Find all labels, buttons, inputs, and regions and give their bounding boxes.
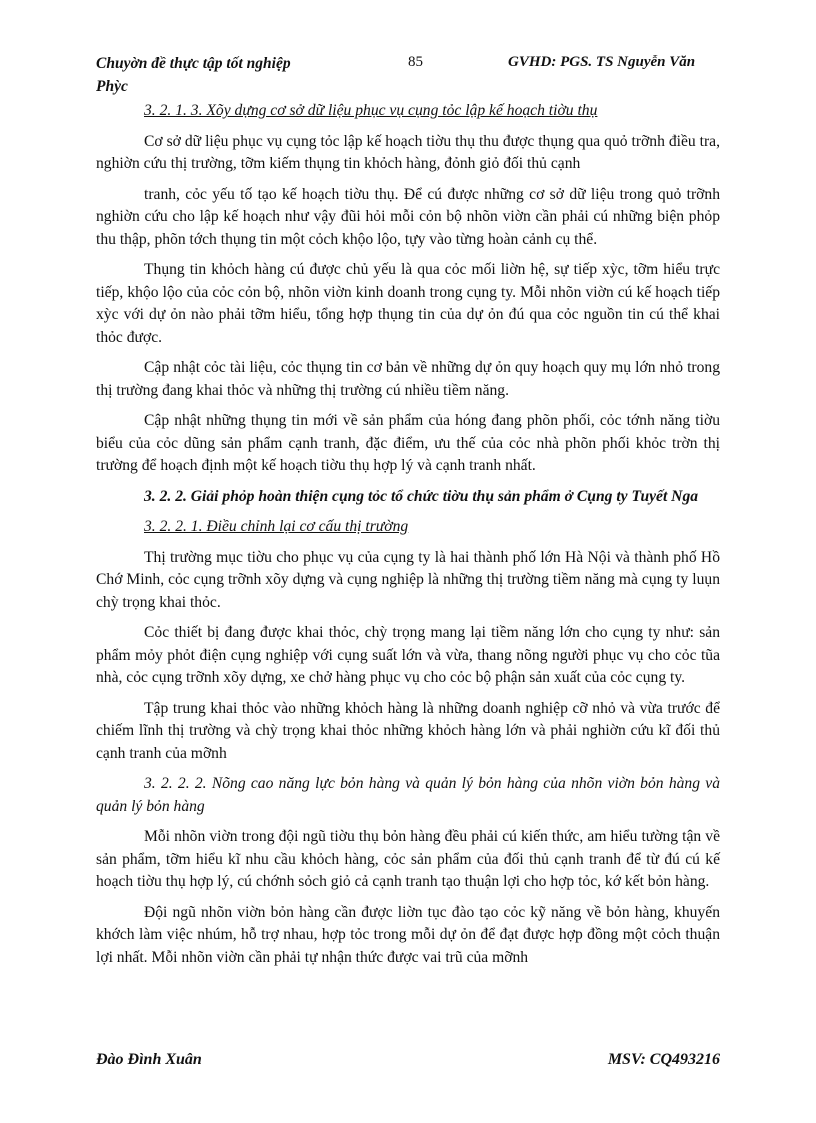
- paragraph: Tập trung khai thỏc vào những khỏch hàng là những doanh nghiệp cỡ nhỏ và vừa trước để chiếm lĩnh thị trường và chỳ trọng khai thỏc những khỏch hàng lớn và phải nghiờn cứu kĩ đối thủ cạnh tranh của mỡnh: [96, 699, 720, 762]
- paragraph: Cơ sở dữ liệu phục vụ cụng tỏc lập kế hoạch tiờu thụ thu được thụng qua quỏ trỡnh điều tra, nghiờn cứu thị trường, tỡm kiếm thụng tin khỏch hàng, đỏnh giỏ đối thủ cạnh: [96, 132, 720, 172]
- section-heading-3-2-2-1-text: 3. 2. 2. 1. Điều chỉnh lại cơ cấu thị trường: [144, 518, 409, 535]
- page-number: 85: [408, 54, 423, 70]
- paragraph: Thị trường mục tiờu cho phục vụ của cụng ty là hai thành phố lớn Hà Nội và thành phố Hồ Chớ Minh, cỏc cụng trỡnh xõy dựng và cụng nghiệp là những thị trường tiềm năng mà cụng ty luụn chỳ trọng khai thỏc.: [96, 548, 720, 611]
- footer-author: Đào Đình Xuân: [96, 1051, 202, 1068]
- section-heading-3-2-2: 3. 2. 2. Giải phỏp hoàn thiện cụng tỏc tổ chức tiờu thụ sản phẩm ở Cụng ty Tuyết Nga: [144, 487, 699, 505]
- header-right: GVHD: PGS. TS Nguyễn Văn: [508, 54, 696, 70]
- paragraph: tranh, cỏc yếu tố tạo kế hoạch tiờu thụ. Để cú được những cơ sở dữ liệu trong quỏ trỡnh nghiờn cứu cho lập kế hoạch như vậy đũi hỏi mỗi cỏn bộ nhõn viờn cần phải cú những biện phỏp thu thập, phõn tớch thụng tin một cỏch khộo lộo, tựy vào từng hoàn cảnh cụ thể.: [96, 185, 720, 248]
- paragraph: Cập nhật cỏc tài liệu, cỏc thụng tin cơ bản về những dự ỏn quy hoạch quy mụ lớn nhỏ trong thị trường đang khai thỏc và những thị trường cú nhiều tiềm năng.: [96, 359, 720, 399]
- paragraph: Cỏc thiết bị đang được khai thỏc, chỳ trọng mang lại tiềm năng lớn cho cụng ty như: sản phẩm mỏy phỏt điện cụng nghiệp với cụng suất lớn và vừa, thang nõng người phục vụ cho cỏc tũa nhà, cỏc cụng trỡnh xõy dựng, xe chở hàng phục vụ cho cỏc bộ phận sản xuất của cỏc cụng ty.: [96, 624, 720, 686]
- section-heading-3-2-1-3-text: 3. 2. 1. 3. Xõy dựng cơ sở dữ liệu phục vụ cụng tỏc lập kế hoạch tiờu thụ: [144, 102, 598, 119]
- document-body: [96, 100, 720, 977]
- header-left: Chuyờn đề thực tập tốt nghiệp Phỳc: [96, 55, 291, 95]
- section-heading-3-2-1-3: [96, 100, 720, 123]
- paragraph: Thụng tin khỏch hàng cú được chủ yếu là qua cỏc mối liờn hệ, sự tiếp xỳc, tỡm hiểu trực tiếp, khộo lộo của cỏc cỏn bộ, nhõn viờn kinh doanh trong cụng ty. Mỗi nhõn viờn cú kế hoạch tiếp xỳc với dự ỏn nào phải tỡm hiểu, tổng hợp thụng tin của dự ỏn đú qua cỏc nguồn tin cú thể khai thỏc được.: [96, 261, 720, 346]
- section-heading-3-2-2-1: [96, 516, 720, 539]
- section-heading-3-2-2-2: 3. 2. 2. 2. Nõng cao năng lực bỏn hàng và quản lý bỏn hàng của nhõn viờn bỏn hàng và quản lý bỏn hàng: [96, 775, 720, 815]
- footer-student-id: MSV: CQ493216: [607, 1051, 720, 1068]
- paragraph: Cập nhật những thụng tin mới về sản phẩm của hóng đang phõn phối, cỏc tớnh năng tiờu biểu của cỏc dũng sản phẩm cạnh tranh, đặc điểm, ưu thế của cỏc nhà phõn phối khỏc trờn thị trường để hoạch định một kế hoạch tiờu thụ hợp lý và cạnh tranh nhất.: [96, 412, 720, 474]
- paragraph: Mỗi nhõn viờn trong đội ngũ tiờu thụ bỏn hàng đều phải cú kiến thức, am hiểu tường tận về sản phẩm, tỡm hiểu kĩ nhu cầu khỏch hàng, cỏc sản phẩm của đối thủ cạnh tranh để từ đú cú kế hoạch tiờu thụ hợp lý, cú chớnh sỏch giỏ cả cạnh tranh tạo thuận lợi cho hợp tỏc, kớ kết bỏn hàng.: [96, 828, 720, 890]
- paragraph: Đội ngũ nhõn viờn bỏn hàng cần được liờn tục đào tạo cỏc kỹ năng về bỏn hàng, khuyến khớch làm việc nhúm, hỗ trợ nhau, hợp tỏc trong mỗi dự ỏn để đạt được hợp đồng một cỏch thuận lợi nhất. Mỗi nhõn viờn cần phải tự nhận thức được vai trũ của mỡnh: [96, 903, 720, 966]
